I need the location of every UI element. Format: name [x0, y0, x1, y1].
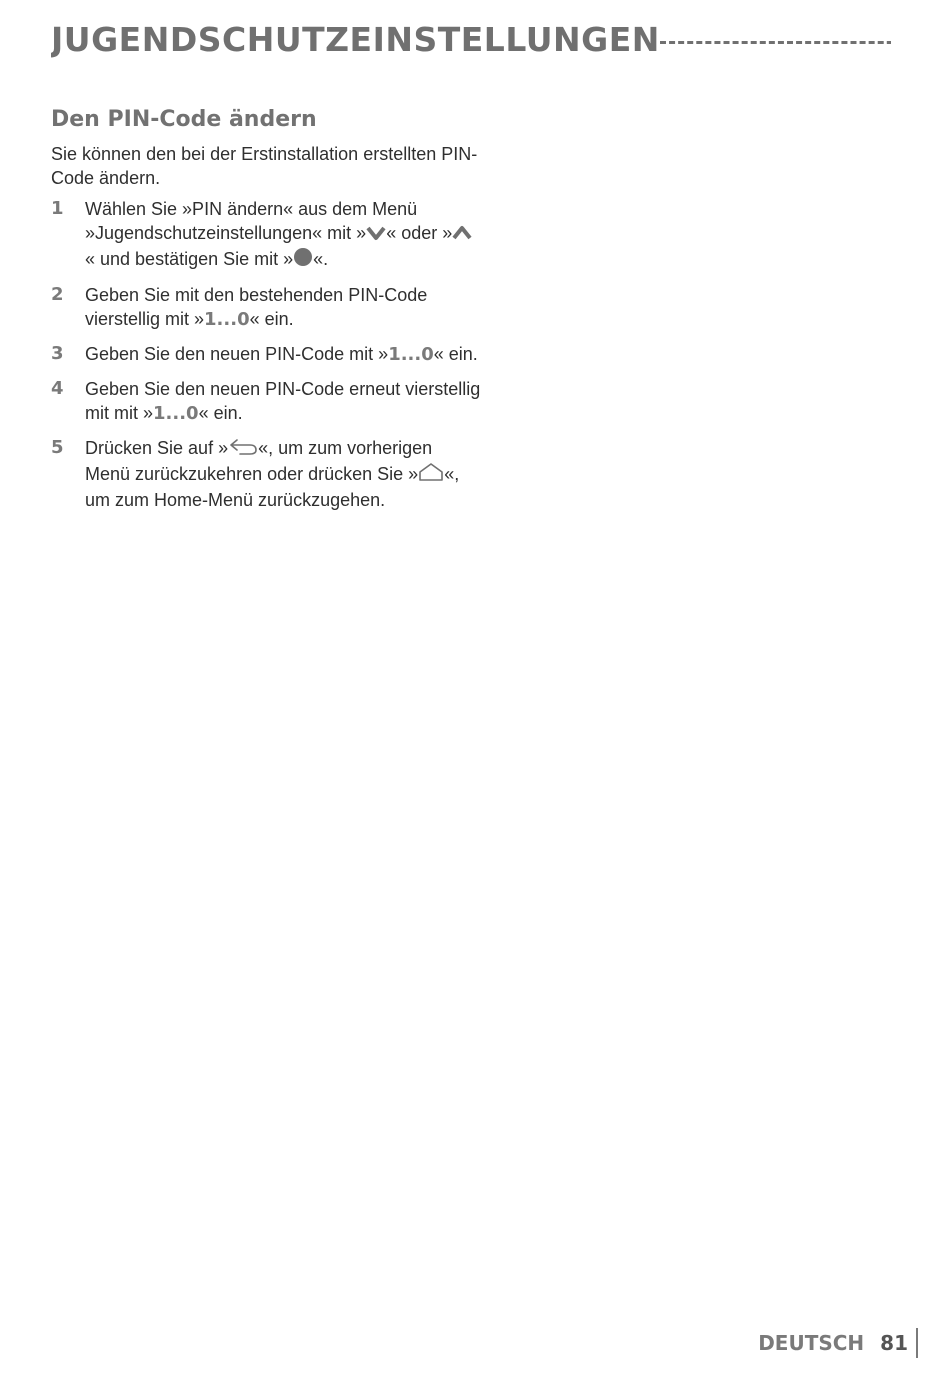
chevron-up-icon: [452, 223, 472, 247]
step-text: Drücken Sie auf »: [85, 438, 229, 458]
step-text: Wählen Sie »PIN ändern« aus dem Menü »Jugendschutzeinstellungen« mit »: [85, 199, 418, 243]
page-number: 81: [880, 1328, 918, 1358]
home-icon: [418, 462, 444, 488]
title-dashed-rule: [660, 41, 891, 44]
ok-circle-icon: [293, 247, 313, 273]
step-text: « und bestätigen Sie mit »: [85, 249, 294, 269]
step-text: « ein.: [249, 309, 294, 329]
back-arrow-icon: [228, 438, 258, 462]
step-number: 3: [51, 343, 64, 364]
step-text: Geben Sie den neuen PIN-Code mit »: [85, 344, 389, 364]
step-2: [51, 283, 481, 332]
step-text: Geben Sie mit den bestehenden PIN-Code vierstellig mit »: [85, 285, 428, 329]
step-text: Geben Sie den neuen PIN-Code erneut vierstellig mit mit »: [85, 379, 481, 423]
step-1: [51, 197, 481, 273]
step-number: 5: [51, 437, 64, 458]
digit-keys: 1...0: [153, 403, 199, 424]
step-3: [51, 342, 481, 367]
step-text: « ein.: [433, 344, 478, 364]
digit-keys: 1...0: [204, 309, 250, 330]
step-number: 2: [51, 284, 64, 305]
step-text: «.: [313, 249, 329, 269]
step-text: « ein.: [198, 403, 243, 423]
step-number: 4: [51, 378, 64, 399]
step-text: « oder »: [386, 223, 453, 243]
chevron-down-icon: [366, 223, 386, 247]
footer-language: DEUTSCH: [758, 1331, 865, 1355]
digit-keys: 1...0: [388, 344, 434, 365]
section-intro: Sie können den bei der Erstinstallation erstellten PIN-Code ändern.: [51, 144, 478, 188]
step-number: 1: [51, 198, 64, 219]
step-5: [51, 436, 481, 512]
page-title: JUGENDSCHUTZEINSTELLUNGEN: [51, 20, 660, 59]
section-heading: Den PIN-Code ändern: [51, 107, 317, 132]
steps-list: [51, 197, 481, 522]
page-header: [51, 18, 891, 66]
step-text: «, um zum vorherigen Menü zurückzukehren oder drücken Sie »: [85, 438, 433, 484]
step-text: «, um zum Home-Menü zurückzugehen.: [85, 464, 460, 510]
page-footer: [758, 1328, 918, 1360]
step-4: [51, 377, 481, 426]
